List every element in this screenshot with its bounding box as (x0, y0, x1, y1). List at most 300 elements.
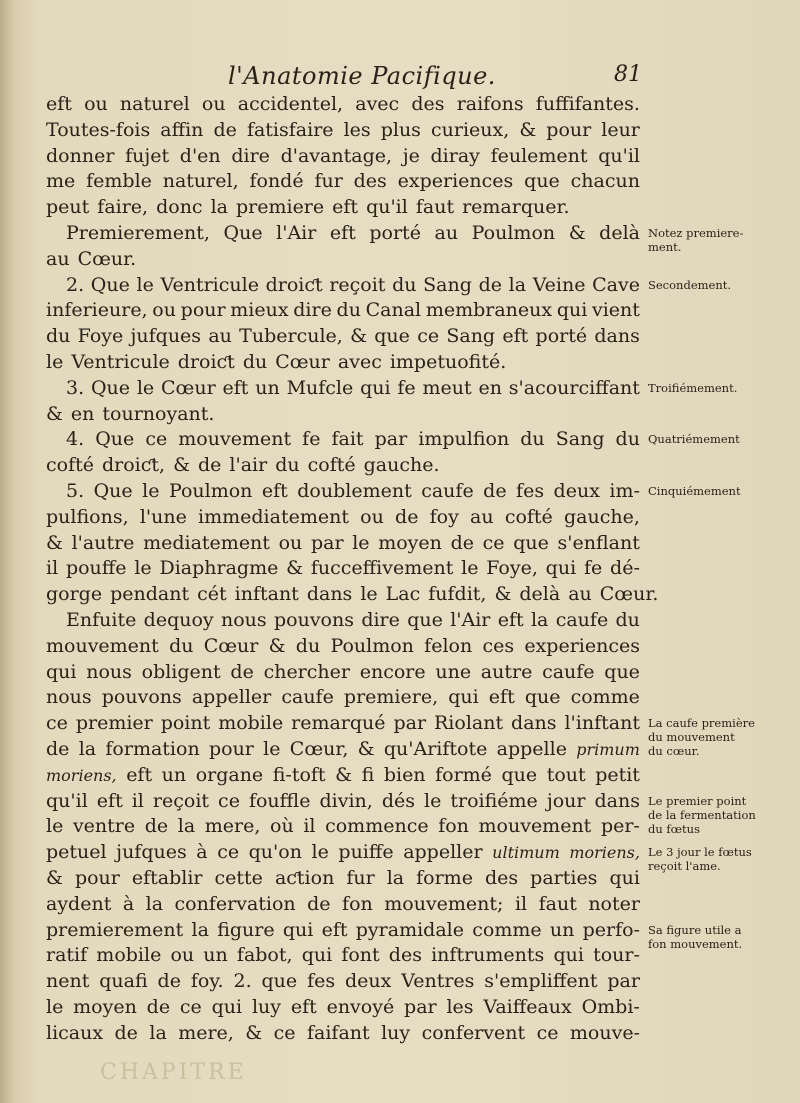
word: Que (95, 428, 135, 451)
word: par (310, 531, 344, 554)
word: & (245, 1021, 263, 1044)
word: fes (516, 479, 545, 502)
word: qu'il (598, 144, 640, 167)
word: ce (179, 995, 202, 1018)
word: qui (46, 660, 77, 683)
word: du (615, 608, 640, 631)
word: jufques (130, 325, 202, 348)
word: où (270, 815, 294, 838)
word: la (508, 273, 527, 296)
word: plus (380, 118, 421, 141)
word: reçoit (329, 273, 386, 296)
text-line (46, 918, 640, 944)
word: eft (290, 995, 317, 1018)
word: qui (545, 557, 577, 580)
word: du (336, 299, 361, 322)
text-line (46, 943, 640, 969)
word: eft (96, 789, 123, 812)
word: il (303, 815, 316, 838)
word: l'Air (276, 221, 317, 244)
word: remarquer. (462, 196, 570, 219)
word: la (145, 892, 164, 915)
word: ce (46, 712, 68, 735)
word: de (478, 273, 502, 296)
text-line (46, 324, 640, 350)
word: de (157, 970, 181, 993)
word: per- (600, 815, 640, 838)
word: caufe (542, 660, 595, 683)
word: appelle (496, 737, 567, 760)
word: aƈtion (274, 866, 335, 889)
word: & (335, 763, 353, 786)
word: que (261, 970, 298, 993)
word: organe (195, 763, 264, 786)
word: dans (594, 789, 640, 812)
word: fe (397, 376, 416, 399)
word: reçoit (152, 789, 210, 812)
word: caufe (421, 479, 474, 502)
word: moriens, (569, 843, 640, 863)
word: faire, (97, 196, 149, 219)
word: de (307, 892, 331, 915)
word: qui (282, 918, 314, 941)
word: eft (332, 196, 359, 219)
word: avec (337, 350, 382, 373)
word: Sang (555, 428, 605, 451)
text-line (46, 531, 640, 557)
text-line (46, 660, 640, 686)
word: donner (46, 144, 115, 167)
word: Riolant (434, 712, 504, 735)
page-number: 81 (614, 62, 642, 87)
word: Ombi- (581, 995, 640, 1018)
word: Premierement, (66, 221, 210, 244)
word: doublement (297, 479, 412, 502)
word: de (198, 454, 222, 477)
word: foy (429, 505, 459, 528)
word: ce (536, 1021, 559, 1044)
word: en (478, 376, 502, 399)
word: ce (217, 841, 240, 864)
word: 2. (66, 273, 85, 296)
word: du (275, 454, 300, 477)
word: luy (251, 995, 281, 1018)
word: Mufcle (286, 376, 354, 399)
word: ultimum (492, 843, 560, 863)
word: delà (519, 583, 561, 606)
word: Cœur (203, 634, 259, 657)
word: faut (538, 892, 577, 915)
word: dés (381, 789, 416, 812)
word: Poulmon (330, 634, 414, 657)
word: le (360, 583, 378, 606)
word: tour- (593, 944, 640, 967)
word: envoyé (326, 995, 395, 1018)
word: tournoyant. (102, 402, 215, 425)
word: naturel (119, 93, 190, 115)
word: qui (609, 866, 640, 889)
word: Que (93, 479, 133, 502)
word: que (524, 686, 561, 709)
word: inftant (234, 583, 299, 606)
margin-note: Le 3 jour le fœtus reçoit l'ame. (648, 845, 752, 874)
word: la (191, 918, 209, 941)
word: font (341, 944, 380, 967)
word: & (46, 866, 63, 889)
word: eft (222, 376, 249, 399)
word: & (357, 737, 375, 760)
word: fufdit, (428, 583, 487, 606)
text-line (46, 608, 640, 634)
word: de (483, 479, 507, 502)
word: qu'il (366, 196, 408, 219)
word: Toutes-fois (46, 118, 151, 141)
word: ou (170, 944, 195, 967)
word: des (353, 170, 387, 193)
word: Tubercule, (239, 325, 343, 348)
word: droiƈt (265, 273, 323, 296)
word: mere, (178, 1021, 234, 1044)
word: la (78, 737, 97, 760)
text-line (46, 582, 659, 608)
word: porté (369, 221, 421, 244)
word: au (470, 505, 494, 528)
word: fait (331, 428, 364, 451)
word: experiences (524, 634, 640, 657)
text-line (46, 402, 640, 428)
word: caufe (555, 608, 609, 631)
word: & (268, 634, 286, 657)
word: les (343, 118, 371, 141)
word: ou (201, 93, 226, 115)
text-line (46, 118, 640, 144)
word: les (446, 995, 474, 1018)
word: le (263, 737, 281, 760)
word: fur (314, 170, 343, 193)
word: divin, (319, 789, 373, 812)
text-line (46, 789, 640, 815)
word: une (435, 660, 472, 683)
word: eft (329, 221, 356, 244)
word: foy. (190, 970, 224, 993)
word: droiƈt, (102, 454, 166, 477)
word: vient (591, 299, 640, 322)
word: la (386, 866, 405, 889)
word: premier (75, 712, 153, 735)
word: s'acourciffant (508, 376, 640, 399)
word: peut (46, 196, 90, 219)
word: fon (438, 815, 469, 838)
word: le (134, 557, 152, 580)
text-line (46, 969, 640, 995)
word: inferieure, (46, 299, 148, 322)
word: remarqué (291, 712, 386, 735)
word: du (46, 325, 71, 348)
word: par (374, 428, 408, 451)
word: mouve- (569, 1021, 640, 1044)
word: Cœur, (289, 737, 349, 760)
word: il (46, 557, 59, 580)
word: Lac (385, 583, 421, 606)
word: de (450, 531, 474, 554)
word: meut (422, 376, 472, 399)
word: mouvement; (384, 892, 504, 915)
word: la (530, 608, 549, 631)
word: eft (488, 686, 515, 709)
word: fatisfaire (246, 118, 334, 141)
text-line (46, 763, 640, 789)
word: ou (84, 93, 108, 115)
word: eft (126, 763, 153, 786)
word: à (122, 892, 135, 915)
word: delà (599, 221, 640, 244)
word: ou (152, 299, 176, 322)
word: faut (415, 196, 455, 219)
word: dé- (610, 557, 640, 580)
word: fujet (125, 144, 170, 167)
text-line (46, 169, 640, 195)
margin-note: Quatriémement (648, 432, 740, 447)
word: formé (435, 763, 492, 786)
word: Cœur (275, 350, 330, 373)
word: au (208, 325, 232, 348)
word: & (46, 402, 63, 425)
word: noter (588, 892, 640, 915)
word: Que (90, 273, 130, 296)
word: le (352, 531, 370, 554)
word: eft (321, 918, 348, 941)
bleed-through-text: CHAPITRE (100, 1060, 247, 1085)
word: Sang (423, 273, 472, 296)
word: curieux, (430, 118, 510, 141)
word: qui (553, 944, 584, 967)
word: leur (601, 118, 640, 141)
word: Enfuite (66, 608, 137, 631)
word: qui (211, 995, 243, 1018)
word: mere, (204, 815, 261, 838)
word: autre (480, 660, 533, 683)
word: 5. (66, 479, 85, 502)
word: luy (381, 1021, 411, 1044)
word: felon (424, 634, 473, 657)
word: que (501, 763, 538, 786)
text-line (46, 92, 640, 118)
word: mouvement (178, 428, 292, 451)
word: affin (160, 118, 204, 141)
word: le (311, 841, 329, 864)
word: du (169, 634, 194, 657)
word: aydent (46, 892, 112, 915)
word: fabot, (236, 944, 293, 967)
word: moyen (73, 995, 137, 1018)
margin-note: Secondement. (648, 277, 732, 292)
word: pour (180, 299, 226, 322)
word: qui (556, 299, 588, 322)
word: pendant (110, 583, 190, 606)
word: ce (417, 325, 440, 348)
word: impulfion (418, 428, 510, 451)
word: ventre (72, 815, 136, 838)
word: bien (383, 763, 426, 786)
word: l'inftant (564, 712, 640, 735)
word: droiƈt (177, 350, 235, 373)
body-text (46, 92, 659, 1046)
word: diray (430, 144, 480, 167)
text-line (46, 144, 640, 170)
word: & (173, 454, 190, 477)
word: nous (220, 608, 267, 631)
word: en (70, 402, 95, 425)
word: me (46, 170, 76, 193)
word: moyen (378, 531, 442, 554)
margin-note: Troifiémement. (648, 380, 738, 395)
word: ce (273, 1021, 296, 1044)
word: & (286, 557, 304, 580)
word: appeller (403, 841, 483, 864)
word: gauche. (363, 454, 440, 477)
word: impetuofité. (389, 350, 507, 373)
word: Foye, (486, 557, 538, 580)
word: feulement (490, 144, 588, 167)
word: pouvons (101, 686, 182, 709)
word: Ventricule (71, 350, 170, 373)
word: des (388, 944, 422, 967)
word: par (607, 970, 640, 993)
word: de (395, 505, 419, 528)
word: Cœur (161, 376, 216, 399)
word: nous (46, 686, 92, 709)
word: le (461, 557, 479, 580)
word: ce (145, 428, 168, 451)
word: premierement (46, 918, 184, 941)
word: membraneux (425, 299, 553, 322)
word: petit (595, 763, 640, 786)
word: dire (293, 299, 332, 322)
word: de (230, 660, 254, 683)
word: experiences (397, 170, 514, 193)
word: le (136, 376, 155, 399)
word: raifons (456, 93, 524, 115)
word: pulfions, (46, 505, 129, 528)
word: chercher (263, 660, 350, 683)
word: mouvement (478, 815, 592, 838)
word: que (524, 170, 560, 193)
word: premiere (235, 196, 325, 219)
word: qui (360, 376, 391, 399)
word: du (520, 428, 545, 451)
word: la (177, 815, 196, 838)
word: troifiéme (450, 789, 538, 812)
word: le (424, 789, 442, 812)
word: le (142, 479, 160, 502)
page-header (0, 62, 800, 94)
text-line (46, 505, 640, 531)
word: puiffe (338, 841, 394, 864)
word: premiere, (343, 686, 439, 709)
word: que (407, 608, 443, 631)
word: cofté (504, 505, 553, 528)
word: nent (46, 970, 90, 993)
margin-note: Notez premiere- ment. (648, 226, 744, 254)
word: Cœur. (599, 583, 659, 606)
word: Foye (77, 325, 124, 348)
word: pour (208, 737, 254, 760)
word: dans (594, 325, 640, 348)
margin-note: La caufe première du mouvement du cœur. (648, 716, 755, 759)
word: qui (301, 944, 333, 967)
word: & (350, 325, 367, 348)
text-line (46, 273, 640, 299)
word: au (434, 221, 459, 244)
word: par (404, 995, 437, 1018)
word: qu'il (46, 789, 88, 812)
word: mobile (96, 944, 162, 967)
margin-note: Sa figure utile a fon mouvement. (648, 922, 743, 951)
word: & (568, 221, 586, 244)
word: petuel (46, 841, 107, 864)
word: confervation (174, 892, 296, 915)
word: avec (355, 93, 400, 115)
word: fes (307, 970, 336, 993)
word: d'avantage, (280, 144, 393, 167)
word: & (519, 118, 537, 141)
word: Que (223, 221, 263, 244)
text-line (46, 634, 640, 660)
word: fi (361, 763, 375, 786)
text-line (46, 298, 640, 324)
word: des (484, 866, 519, 889)
word: eft (502, 325, 529, 348)
word: fouffle (248, 789, 311, 812)
text-line (46, 1021, 640, 1047)
word: quafi (99, 970, 148, 993)
word: fi-toft (272, 763, 326, 786)
word: fe (583, 557, 603, 580)
word: du (392, 273, 417, 296)
text-line (46, 840, 640, 866)
word: par (393, 712, 427, 735)
word: pour (74, 866, 120, 889)
word: caufe (281, 686, 334, 709)
word: & (46, 531, 63, 554)
word: mobile (218, 712, 284, 735)
word: que (513, 531, 549, 554)
word: encore (359, 660, 426, 683)
word: que (374, 325, 410, 348)
word: 3. (66, 376, 85, 399)
text-line (46, 247, 640, 273)
word: fon (342, 892, 373, 915)
word: la (210, 196, 228, 219)
text-line (46, 479, 640, 505)
word: gorge (46, 583, 103, 606)
word: dire (361, 608, 400, 631)
word: Que (90, 376, 131, 399)
word: dans (511, 712, 557, 735)
word: primum (576, 739, 640, 759)
word: il (131, 789, 144, 812)
word: de (146, 995, 171, 1018)
word: eft (261, 479, 288, 502)
word: moriens, (46, 765, 117, 785)
text-line (46, 814, 640, 840)
word: Vaiffeaux (483, 995, 572, 1018)
word: ces (482, 634, 515, 657)
word: appeller (191, 686, 272, 709)
running-title: l'Anatomie Pacifique. (228, 62, 496, 90)
word: dire (231, 144, 270, 167)
word: ce (482, 531, 505, 554)
